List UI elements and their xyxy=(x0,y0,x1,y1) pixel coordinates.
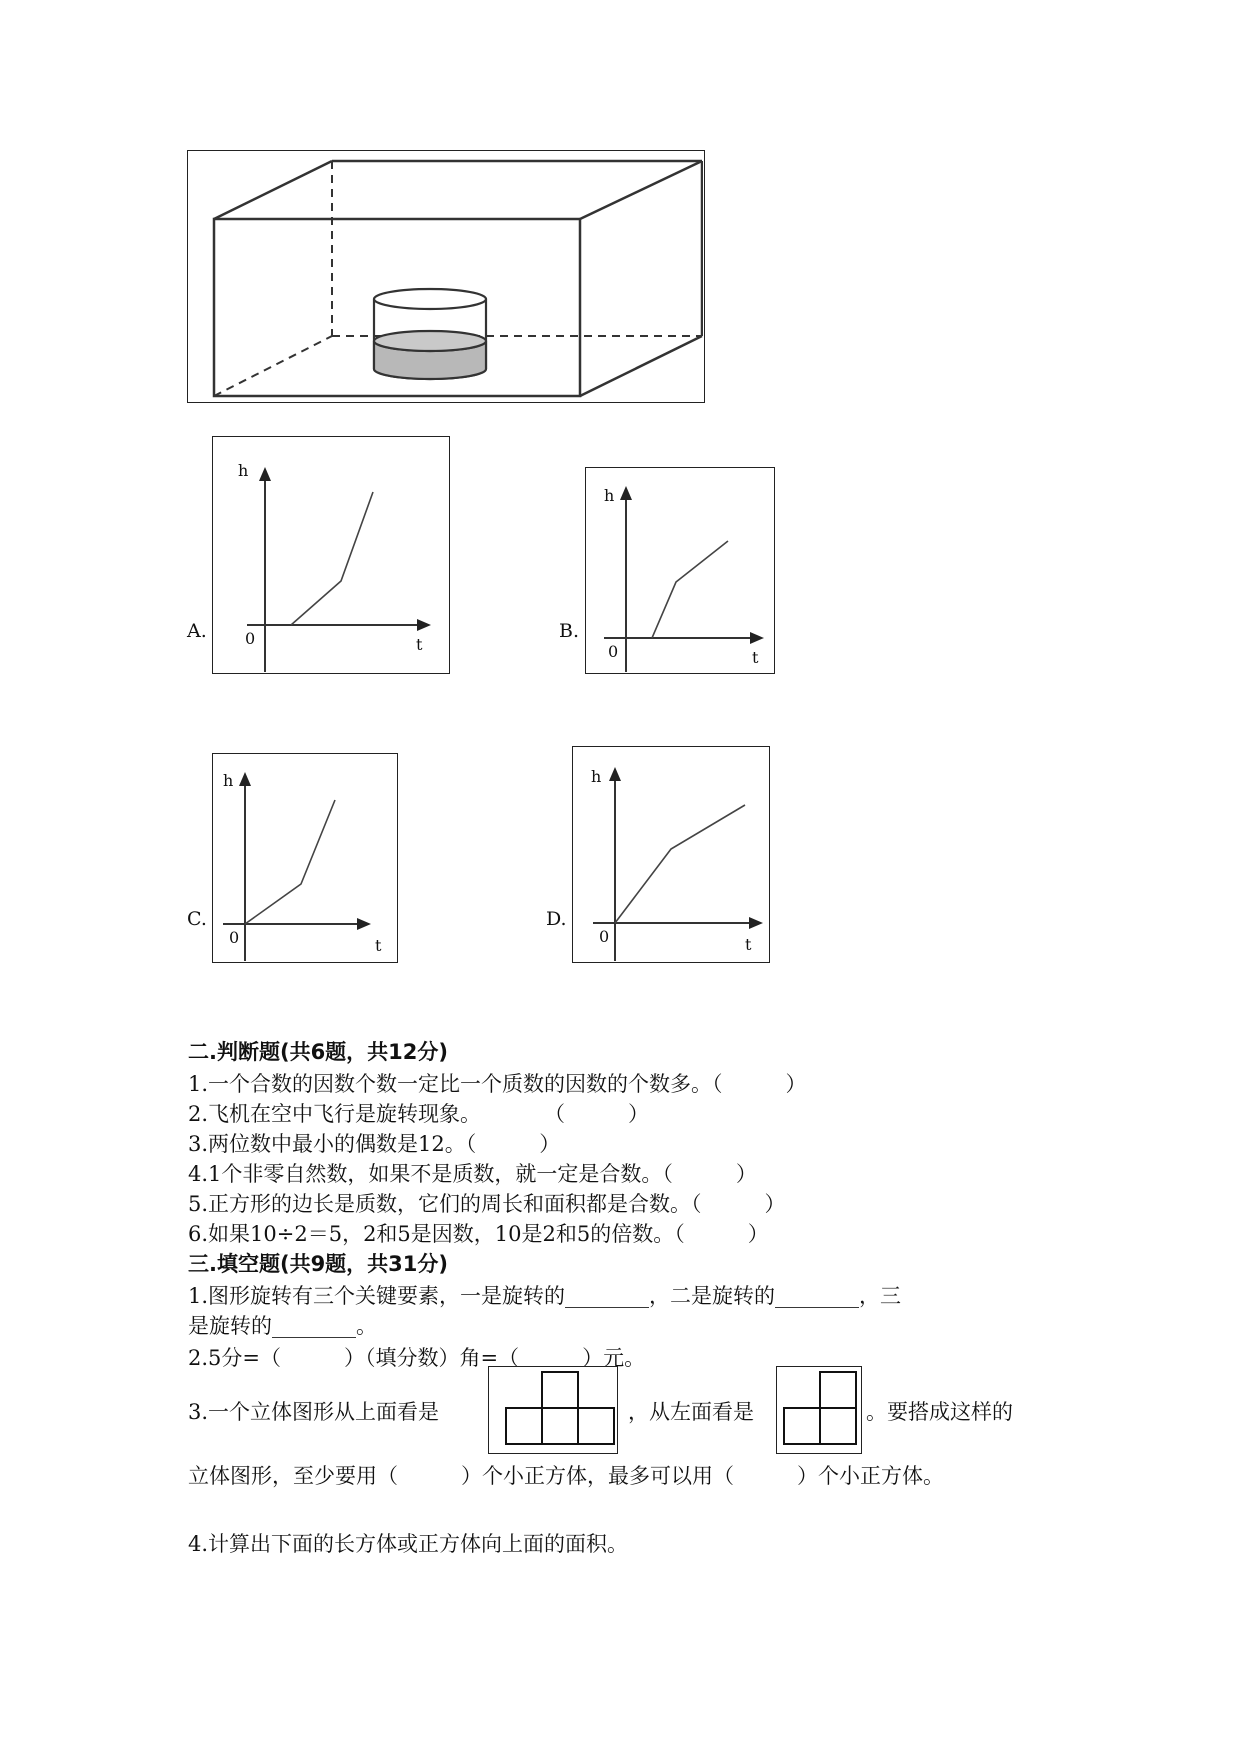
fill-q3-part1: 3.一个立体图形从上面看是 xyxy=(188,1400,440,1424)
fill-q3-line2: 立体图形，至少要用（ ）个小正方体，最多可以用（ ）个小正方体。 xyxy=(188,1464,944,1488)
graph-d-origin: 0 xyxy=(599,927,610,946)
top-view-cell xyxy=(577,1407,615,1445)
judge-item-4: 4.1个非零自然数，如果不是质数，就一定是合数。（ ） xyxy=(188,1162,757,1186)
left-view-figure xyxy=(776,1366,862,1454)
judge-item-1: 1.一个合数的因数个数一定比一个质数的因数的个数多。（ ） xyxy=(188,1072,807,1096)
left-view-cell xyxy=(819,1407,857,1445)
graph-d-x-label: t xyxy=(745,935,752,954)
graph-a-origin: 0 xyxy=(245,629,256,648)
fill-q3-part3: 。要搭成这样的 xyxy=(866,1400,1013,1424)
graph-c-x-label: t xyxy=(375,936,382,955)
graph-a-x-label: t xyxy=(416,635,423,654)
graph-c-curve xyxy=(245,800,335,924)
option-c-label: C. xyxy=(187,908,207,930)
graph-a-curve xyxy=(291,492,373,625)
graph-d-y-label: h xyxy=(591,767,602,786)
graph-b-x-label: t xyxy=(752,648,759,667)
graph-c xyxy=(212,753,398,963)
judge-item-3: 3.两位数中最小的偶数是12。（ ） xyxy=(188,1132,561,1156)
section-2-heading: 二.判断题(共6题，共12分) xyxy=(188,1040,449,1064)
judge-item-5: 5.正方形的边长是质数，它们的周长和面积都是合数。（ ） xyxy=(188,1192,786,1216)
graph-a-y-label: h xyxy=(238,461,249,480)
fill-q3-part2: ，从左面看是 xyxy=(628,1400,754,1424)
judge-item-2: 2.飞机在空中飞行是旋转现象。 （ ） xyxy=(188,1102,650,1126)
container-figure xyxy=(187,150,705,403)
left-view-cell xyxy=(819,1371,857,1409)
graph-c-axes xyxy=(213,754,396,961)
option-a-label: A. xyxy=(187,620,207,642)
graph-b xyxy=(585,467,775,674)
graph-d-curve xyxy=(615,805,745,923)
option-b-label: B. xyxy=(559,620,580,642)
cuboid-with-cylinder-drawing xyxy=(188,151,703,401)
graph-d xyxy=(572,746,770,963)
left-view-cell xyxy=(783,1407,821,1445)
option-d-label: D. xyxy=(546,908,567,930)
fill-q1-line2: 是旋转的________。 xyxy=(188,1314,377,1338)
graph-b-y-label: h xyxy=(604,486,615,505)
top-view-figure xyxy=(488,1366,618,1454)
fill-q4: 4.计算出下面的长方体或正方体向上面的面积。 xyxy=(188,1532,629,1556)
section-3-heading: 三.填空题(共9题，共31分) xyxy=(188,1252,449,1276)
fill-q2: 2.5分=（ ）（填分数）角=（ ）元。 xyxy=(188,1346,646,1370)
top-view-cell xyxy=(505,1407,543,1445)
top-view-cell xyxy=(541,1407,579,1445)
graph-c-origin: 0 xyxy=(229,928,240,947)
graph-b-origin: 0 xyxy=(608,642,619,661)
fill-q1-line1: 1.图形旋转有三个关键要素，一是旋转的________，二是旋转的________，三 xyxy=(188,1284,902,1308)
graph-a xyxy=(212,436,450,674)
top-view-cell xyxy=(541,1371,579,1409)
graph-b-curve xyxy=(652,541,728,638)
judge-item-6: 6.如果10÷2＝5，2和5是因数，10是2和5的倍数。（ ） xyxy=(188,1222,769,1246)
graph-c-y-label: h xyxy=(223,771,234,790)
